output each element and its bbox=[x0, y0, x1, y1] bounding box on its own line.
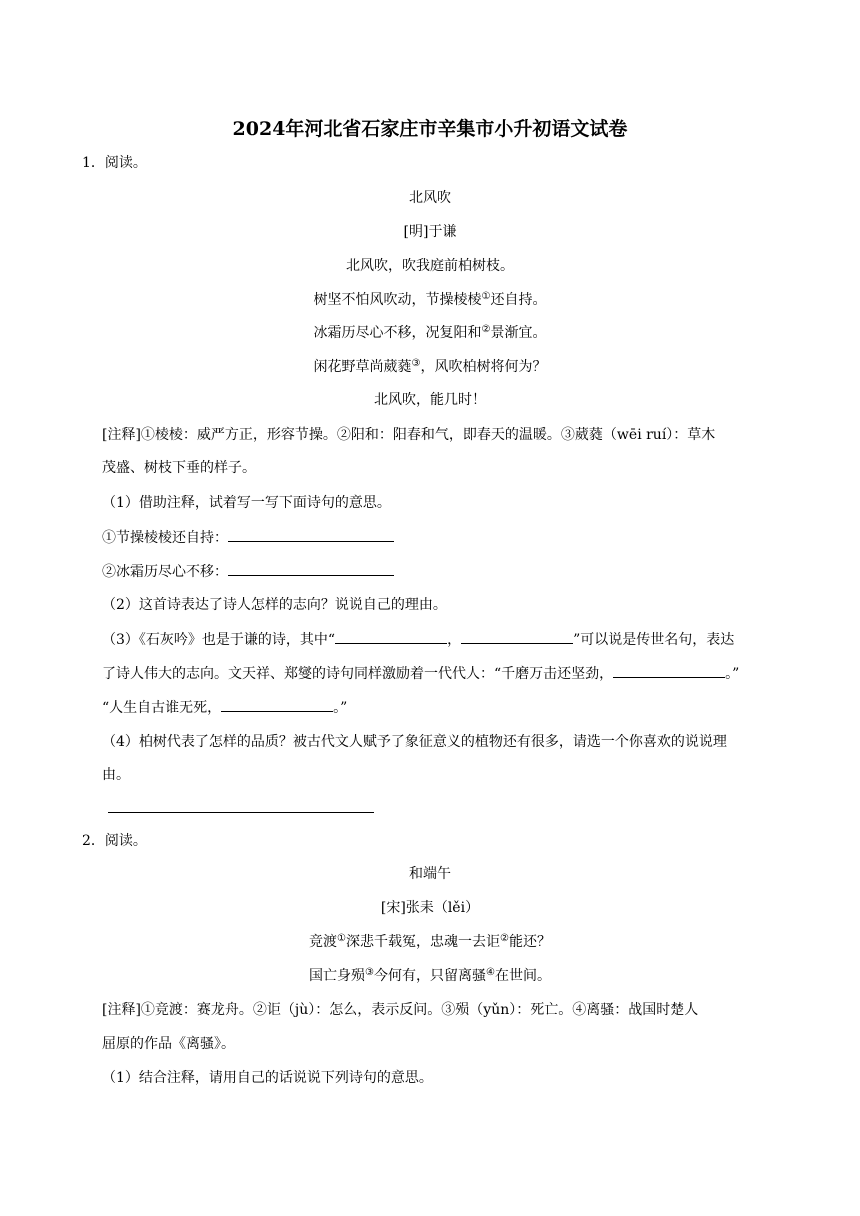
footnote-marker: ① bbox=[337, 933, 346, 944]
sub-question-1: （1）借助注释，试着写一写下面诗句的意思。 bbox=[102, 495, 391, 511]
question-prompt: 阅读。 bbox=[104, 833, 147, 849]
sub-question-3-cont: “人生自古谁无死， 。” bbox=[102, 697, 347, 717]
footnote-marker: ③ bbox=[411, 358, 421, 369]
sub-question-1b: ②冰霜历尽心不移： bbox=[102, 561, 394, 581]
exam-title: 2024年河北省石家庄市辛集市小升初语文试卷 bbox=[232, 118, 628, 140]
sub-question-4: （4）柏树代表了怎样的品质？被古代文人赋予了象征意义的植物还有很多，请选一个你喜欢的说说理 bbox=[102, 734, 727, 750]
poem-line: 国亡身殒③今何有，只留离骚④在世间。 bbox=[309, 967, 551, 984]
footnote-marker: ② bbox=[481, 324, 491, 335]
annotation-text: [注释]①竞渡：赛龙舟。②讵（jù）：怎么，表示反问。③殒（yǔn）：死亡。④离骚：战国时楚人 bbox=[102, 1002, 699, 1018]
sub-question-3: （3）《石灰吟》也是于谦的诗，其中“ ， ”可以说是传世名句，表达 bbox=[102, 629, 734, 649]
footnote-marker: ② bbox=[500, 933, 509, 944]
poem-author: [宋]张耒（lěi） bbox=[380, 900, 480, 916]
question-1-header bbox=[82, 153, 147, 173]
footnote-marker: ③ bbox=[365, 967, 374, 978]
question-prompt: 阅读。 bbox=[104, 155, 147, 171]
question-number: 2． bbox=[82, 833, 105, 849]
poem-title: 和端午 bbox=[409, 866, 451, 882]
answer-line[interactable] bbox=[108, 812, 374, 813]
sub-question-1a: ①节操棱棱还自持： bbox=[102, 527, 394, 547]
answer-blank[interactable] bbox=[228, 561, 394, 576]
answer-blank[interactable] bbox=[461, 629, 573, 644]
question-2-header bbox=[82, 831, 147, 851]
poem-line: 树坚不怕风吹动，节操棱棱①还自持。 bbox=[313, 291, 547, 308]
sub-question-4-cont: 由。 bbox=[102, 767, 130, 783]
question-number: 1． bbox=[82, 155, 105, 171]
annotation-text: 屈原的作品《离骚》。 bbox=[102, 1036, 235, 1052]
annotation-text: 茂盛、树枝下垂的样子。 bbox=[102, 460, 256, 476]
sub-question-1: （1）结合注释，请用自己的话说说下列诗句的意思。 bbox=[102, 1070, 433, 1086]
poem-line: 冰霜历尽心不移，况复阳和②景渐宜。 bbox=[313, 324, 547, 341]
poem-line: 北风吹，吹我庭前柏树枝。 bbox=[346, 258, 514, 274]
poem-line: 北风吹，能几时！ bbox=[374, 392, 486, 408]
sub-question-2: （2）这首诗表达了诗人怎样的志向？说说自己的理由。 bbox=[102, 597, 447, 613]
answer-blank[interactable] bbox=[613, 663, 725, 678]
poem-title: 北风吹 bbox=[409, 190, 451, 206]
answer-blank[interactable] bbox=[228, 527, 394, 542]
annotation-text: [注释]①棱棱：威严方正，形容节操。②阳和：阳春和气，即春天的温暖。③葳蕤（wēi ruí）：草木 bbox=[102, 427, 716, 443]
sub-question-3-cont: 了诗人伟大的志向。文天祥、郑燮的诗句同样激励着一代代人：“千磨万击还坚劲， 。” bbox=[102, 663, 739, 683]
answer-blank[interactable] bbox=[221, 697, 333, 712]
footnote-marker: ④ bbox=[486, 967, 495, 978]
answer-blank[interactable] bbox=[335, 629, 447, 644]
poem-line: 闲花野草尚葳蕤③，风吹柏树将何为？ bbox=[313, 358, 547, 375]
poem-author: [明]于谦 bbox=[403, 224, 457, 240]
footnote-marker: ① bbox=[481, 291, 491, 302]
poem-line: 竞渡①深悲千载冤，忠魂一去讵②能还？ bbox=[309, 933, 551, 950]
